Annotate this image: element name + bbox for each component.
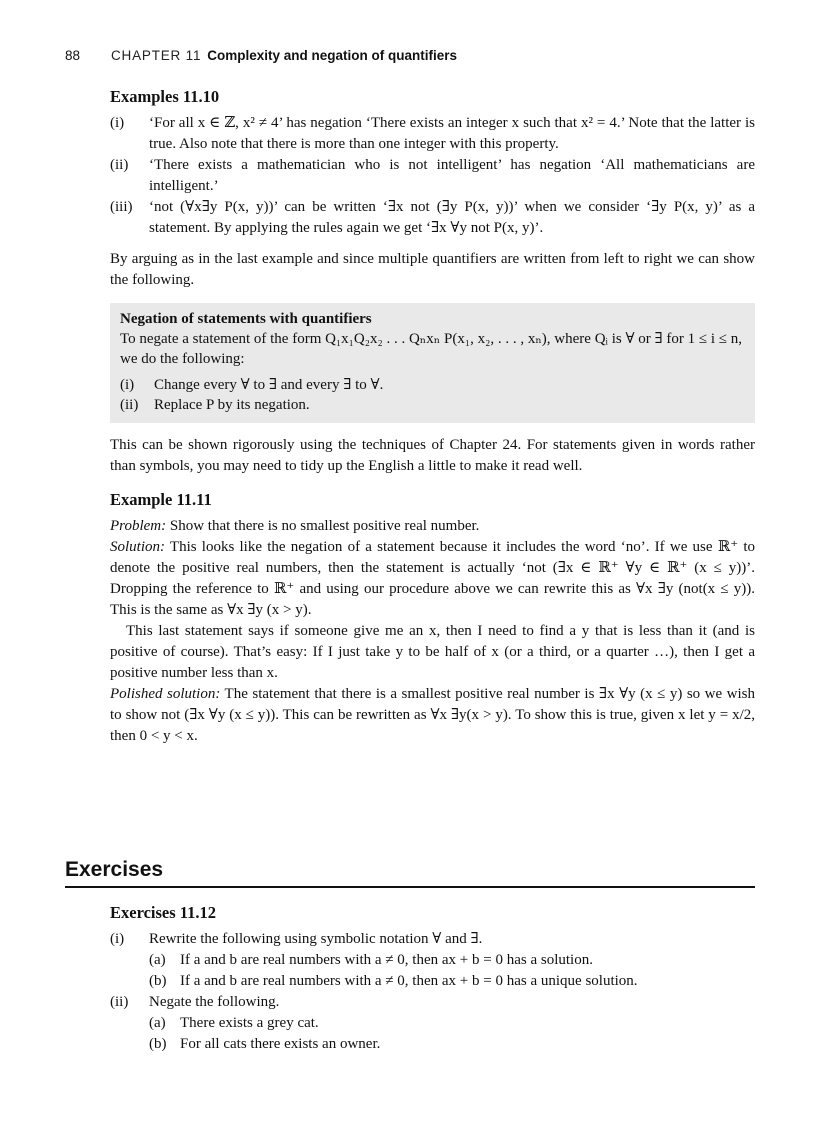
main-content xyxy=(110,86,755,747)
exercise-subitem-label: (b) xyxy=(149,1036,167,1052)
example-11-11-title: Example 11.11 xyxy=(110,490,212,509)
example-item-iii xyxy=(110,197,755,239)
exercise-subitem-b xyxy=(149,971,755,992)
polished-text: The statement that there is a smallest positive real number is ∃x ∀y (x ≤ y) so we wish to show not (∃x ∀y (x ≤ y)). This can be rewritten as ∀x ∃y(x > y). To show this is true, given x let y = x/2, then 0 < y < x. xyxy=(110,686,756,744)
box-item-text: Change every ∀ to ∃ and every ∃ to ∀. xyxy=(154,377,384,393)
box-item-text: Replace P by its negation. xyxy=(154,397,310,413)
example-item-text: ‘not (∀x∃y P(x, y))’ can be written ‘∃x not (∃y P(x, y))’ when we consider ‘∃y P(x, y)’ as a statement. By applying the rules again we get ‘∃x ∀y not P(x, y)’. xyxy=(149,199,755,236)
exercise-subitem-text: If a and b are real numbers with a ≠ 0, then ax + b = 0 has a solution. xyxy=(180,952,593,968)
box-item-label: (i) xyxy=(120,377,135,393)
solution-paragraph xyxy=(110,537,755,621)
box-list xyxy=(120,375,745,415)
chapter-label: CHAPTER 11 xyxy=(111,48,202,63)
running-header xyxy=(65,48,755,63)
exercises-list xyxy=(110,929,755,1055)
exercise-item-i xyxy=(110,929,755,992)
exercise-subitem-text: For all cats there exists an owner. xyxy=(180,1036,381,1052)
exercise-subitem-a xyxy=(149,1013,755,1034)
example-item-text: ‘There exists a mathematician who is not intelligent’ has negation ‘All mathematicians are intelligent.’ xyxy=(149,157,755,194)
polished-solution-paragraph xyxy=(110,684,755,747)
problem-label: Problem: xyxy=(110,518,167,534)
solution-label: Solution: xyxy=(110,539,165,555)
problem-text: Show that there is no smallest positive real number. xyxy=(166,518,480,534)
solution-text: This looks like the negation of a statement because it includes the word ‘no’. If we use ℝ⁺ to denote the positive real numbers, then the statement is actually ‘not (∃x ∈ ℝ⁺ ∀y ∈ ℝ⁺ (x ≤ y))’. Dropping the reference to ℝ⁺ and using our procedure above we can rewrite this as ∀x ∃y (not(x ≤ y)). This is the same as ∀x ∃y (x > y). xyxy=(110,539,755,618)
examples-11-10-title: Examples 11.10 xyxy=(110,87,220,106)
paragraph-arguing: By arguing as in the last example and since multiple quantifiers are written from left to right we can show the following. xyxy=(110,251,755,288)
box-item-i xyxy=(120,375,745,395)
problem-paragraph xyxy=(110,516,755,537)
exercises-11-12-title: Exercises 11.12 xyxy=(110,903,217,922)
example-item-text: ‘For all x ∈ ℤ, x² ≠ 4’ has negation ‘There exists an integer x such that x² = 4.’ Note that the latter is true. Also note that there is more than one integer with this property. xyxy=(149,115,755,152)
example-item-label: (i) xyxy=(110,115,125,131)
box-item-label: (ii) xyxy=(120,397,139,413)
box-item-ii xyxy=(120,395,745,415)
paragraph-rigorous: This can be shown rigorously using the techniques of Chapter 24. For statements given in words rather than symbols, you may need to tidy up the English a little to make it read well. xyxy=(110,437,755,474)
exercise-item-label: (ii) xyxy=(110,994,129,1010)
examples-11-10-list xyxy=(110,113,755,239)
exercise-item-ii xyxy=(110,992,755,1055)
exercise-subitem-b xyxy=(149,1034,755,1055)
exercise-subitem-text: There exists a grey cat. xyxy=(180,1015,319,1031)
exercise-item-text: Rewrite the following using symbolic notation ∀ and ∃. xyxy=(149,931,483,947)
box-text: To negate a statement of the form Q₁x₁Q₂x₂ . . . Qₙxₙ P(x₁, x₂, . . . , xₙ), where Qᵢ is ∀ or ∃ for 1 ≤ i ≤ n, we do the following: xyxy=(120,331,743,367)
exercises-heading: Exercises xyxy=(65,858,755,888)
solution-paragraph-2: This last statement says if someone give me an x, then I need to find a y that is less than it (and is positive of course). That’s easy: If I just take y to be half of x (or a third, or a quarter …), then I get a positive number less than x. xyxy=(110,623,755,681)
exercise-subitem-text: If a and b are real numbers with a ≠ 0, then ax + b = 0 has a unique solution. xyxy=(180,973,638,989)
exercise-subitem-label: (a) xyxy=(149,1015,166,1031)
example-item-ii xyxy=(110,155,755,197)
page-number: 88 xyxy=(65,48,81,63)
negation-rule-box xyxy=(110,303,755,423)
example-item-label: (ii) xyxy=(110,157,129,173)
exercises-content xyxy=(110,902,755,1055)
box-title: Negation of statements with quantifiers xyxy=(120,311,372,327)
polished-label: Polished solution: xyxy=(110,686,221,702)
exercise-item-label: (i) xyxy=(110,931,125,947)
example-item-i xyxy=(110,113,755,155)
exercise-item-text: Negate the following. xyxy=(149,994,280,1010)
exercise-subitem-a xyxy=(149,950,755,971)
exercise-subitem-label: (b) xyxy=(149,973,167,989)
chapter-title: Complexity and negation of quantifiers xyxy=(207,48,458,63)
exercise-subitem-label: (a) xyxy=(149,952,166,968)
example-item-label: (iii) xyxy=(110,199,133,215)
